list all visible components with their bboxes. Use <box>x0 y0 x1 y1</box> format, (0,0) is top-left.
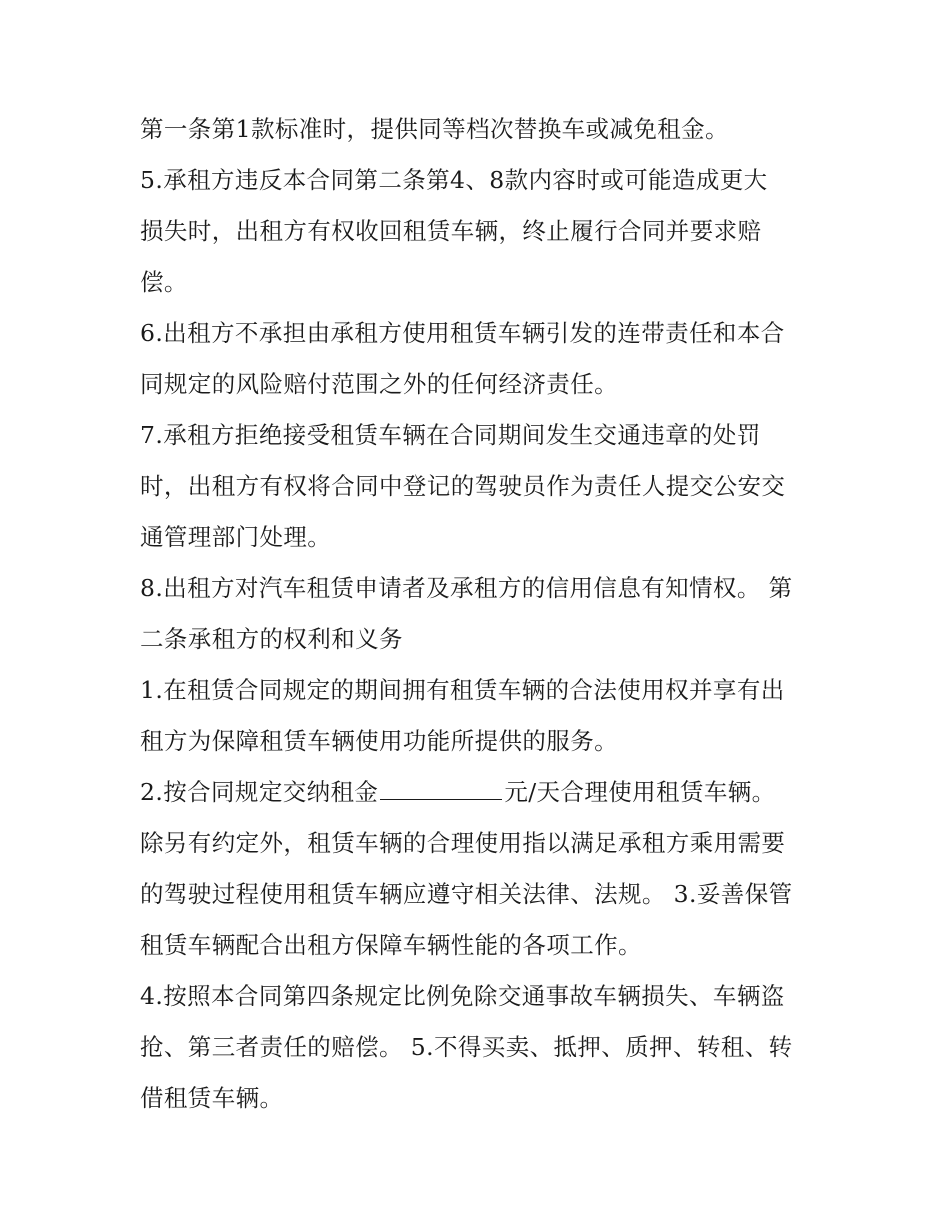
text-line: 租赁车辆配合出租方保障车辆性能的各项工作。 <box>140 931 642 959</box>
text-line: 损失时，出租方有权收回租赁车辆，终止履行合同并要求赔 <box>140 217 762 245</box>
section-heading-line: 二条承租方的权利和义务 <box>140 625 403 653</box>
text-line: 7.承租方拒绝接受租赁车辆在合同期间发生交通违章的处罚 <box>140 421 761 449</box>
text-line: 的驾驶过程使用租赁车辆应遵守相关法律、法规。 3.妥善保管 <box>140 880 793 908</box>
text-line: 时，出租方有权将合同中登记的驾驶员作为责任人提交公安交 <box>140 472 786 500</box>
text-line: 第一条第1款标准时，提供同等档次替换车或减免租金。 <box>140 115 729 143</box>
contract-text <box>140 104 820 1124</box>
text-line: 1.在租赁合同规定的期间拥有租赁车辆的合法使用权并享有出 <box>140 676 785 704</box>
rent-line-after: 元/天合理使用租赁车辆。 <box>504 778 776 806</box>
text-line: 除另有约定外，租赁车辆的合理使用指以满足承租方乘用需要 <box>140 829 786 857</box>
rent-line-before: 2.按合同规定交纳租金 <box>140 778 379 806</box>
text-line: 5.承租方违反本合同第二条第4、8款内容时或可能造成更大 <box>140 166 768 194</box>
text-line: 8.出租方对汽车租赁申请者及承租方的信用信息有知情权。 第 <box>140 574 793 602</box>
text-line: 同规定的风险赔付范围之外的任何经济责任。 <box>140 370 618 398</box>
rent-line <box>140 767 820 818</box>
text-line: 抢、第三者责任的赔偿。 5.不得买卖、抵押、质押、转租、转 <box>140 1033 793 1061</box>
rent-amount-blank <box>380 773 502 800</box>
text-line: 借租赁车辆。 <box>140 1084 284 1112</box>
text-line: 通管理部门处理。 <box>140 523 332 551</box>
text-line: 偿。 <box>140 268 188 296</box>
text-line: 4.按照本合同第四条规定比例免除交通事故车辆损失、车辆盗 <box>140 982 785 1010</box>
text-line: 6.出租方不承担由承租方使用租赁车辆引发的连带责任和本合 <box>140 319 785 347</box>
text-line: 租方为保障租赁车辆使用功能所提供的服务。 <box>140 727 618 755</box>
